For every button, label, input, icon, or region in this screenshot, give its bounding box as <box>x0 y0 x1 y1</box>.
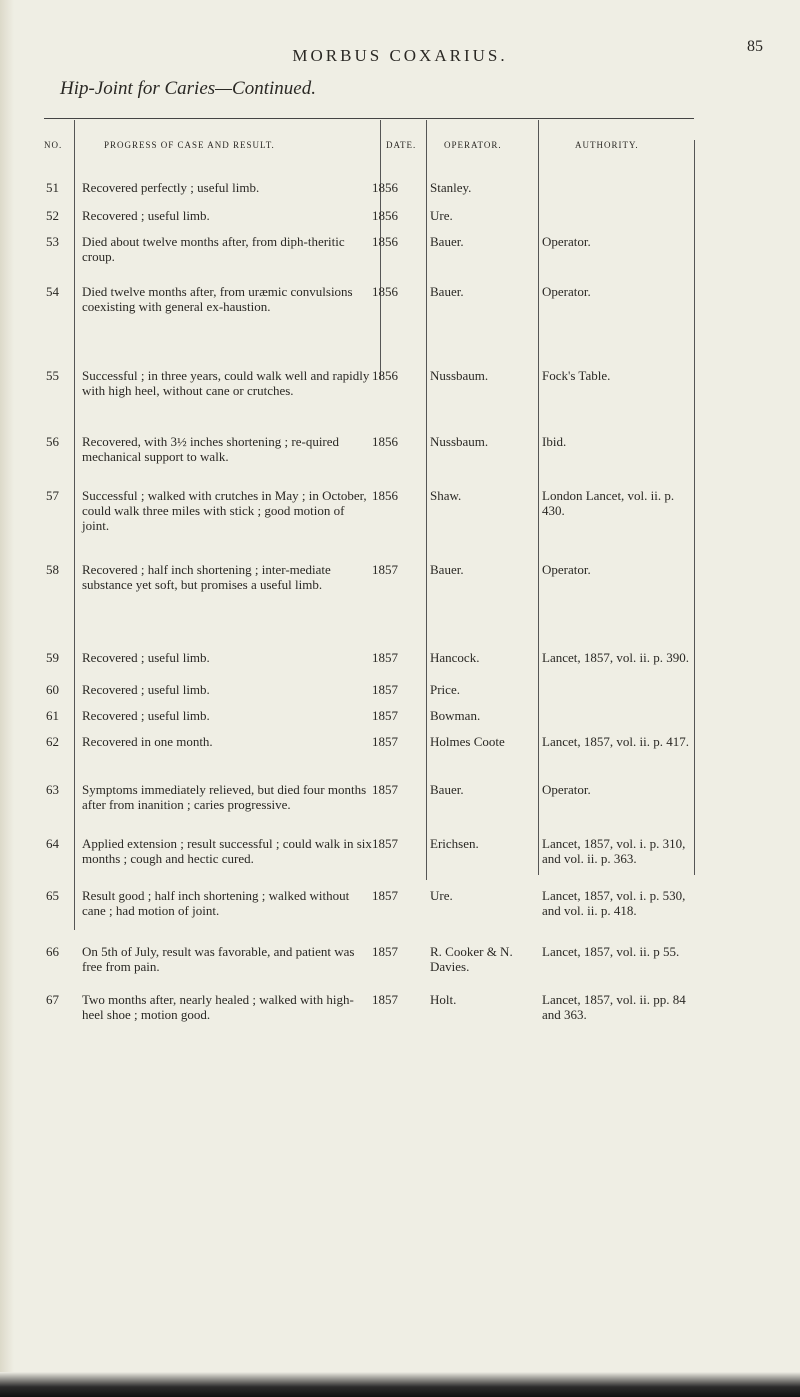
case-authority: Lancet, 1857, vol. ii. p 55. <box>542 944 680 959</box>
case-progress: Symptoms immediately relieved, but died four months after from inanition ; caries progressive. <box>82 782 367 812</box>
case-number: 55 <box>46 368 59 383</box>
case-progress: Result good ; half inch shortening ; walked without cane ; had motion of joint. <box>82 888 350 918</box>
case-operator: Bauer. <box>430 782 464 797</box>
case-number: 51 <box>46 180 59 195</box>
case-date: 1857 <box>372 992 398 1007</box>
case-operator: Holmes Coote <box>430 734 505 749</box>
case-number: 61 <box>46 708 59 723</box>
case-progress: Two months after, nearly healed ; walked with high-heel shoe ; motion good. <box>82 992 354 1022</box>
case-number: 59 <box>46 650 59 665</box>
case-authority: Lancet, 1857, vol. ii. p. 417. <box>542 734 689 749</box>
table-top-rule <box>44 118 694 119</box>
case-operator: Holt. <box>430 992 457 1007</box>
case-date: 1856 <box>372 208 398 223</box>
case-operator: R. Cooker & N. Davies. <box>430 944 513 974</box>
case-number: 63 <box>46 782 59 797</box>
case-date: 1856 <box>372 368 398 383</box>
case-authority: Lancet, 1857, vol. i. p. 310, and vol. ii. p. 363. <box>542 836 686 866</box>
case-number: 52 <box>46 208 59 223</box>
case-date: 1857 <box>372 836 398 851</box>
case-operator: Ure. <box>430 208 453 223</box>
case-operator: Price. <box>430 682 460 697</box>
case-operator: Ure. <box>430 888 453 903</box>
case-operator: Bauer. <box>430 284 464 299</box>
page-bottom-shadow <box>0 1372 800 1397</box>
case-progress: Recovered ; useful limb. <box>82 682 210 697</box>
case-number: 66 <box>46 944 59 959</box>
case-authority: Operator. <box>542 782 591 797</box>
case-authority: Operator. <box>542 234 591 249</box>
case-operator: Erichsen. <box>430 836 479 851</box>
case-date: 1857 <box>372 782 398 797</box>
case-date: 1857 <box>372 708 398 723</box>
case-date: 1857 <box>372 682 398 697</box>
case-authority: Lancet, 1857, vol. ii. p. 390. <box>542 650 689 665</box>
page-edge-shadow <box>0 0 14 1397</box>
case-number: 57 <box>46 488 59 503</box>
case-progress: Recovered ; useful limb. <box>82 208 210 223</box>
case-authority: Operator. <box>542 284 591 299</box>
case-number: 62 <box>46 734 59 749</box>
case-operator: Bauer. <box>430 234 464 249</box>
case-authority: Lancet, 1857, vol. ii. pp. 84 and 363. <box>542 992 686 1022</box>
case-number: 60 <box>46 682 59 697</box>
case-date: 1856 <box>372 434 398 449</box>
case-progress: Recovered in one month. <box>82 734 213 749</box>
column-header-no: NO. <box>44 140 63 150</box>
case-date: 1857 <box>372 734 398 749</box>
case-date: 1856 <box>372 488 398 503</box>
case-progress: Recovered ; half inch shortening ; inter-mediate substance yet soft, but promises a useful limb. <box>82 562 331 592</box>
case-operator: Bauer. <box>430 562 464 577</box>
column-header-progress: PROGRESS OF CASE AND RESULT. <box>104 140 275 150</box>
case-progress: Recovered perfectly ; useful limb. <box>82 180 260 195</box>
case-number: 56 <box>46 434 59 449</box>
case-date: 1857 <box>372 944 398 959</box>
table-subtitle: Hip-Joint for Caries—Continued. <box>60 78 316 99</box>
column-rule <box>694 140 695 875</box>
case-progress: Successful ; in three years, could walk well and rapidly with high heel, without cane or crutches. <box>82 368 370 398</box>
case-number: 67 <box>46 992 59 1007</box>
case-progress: Recovered ; useful limb. <box>82 708 210 723</box>
case-progress: Died twelve months after, from uræmic convulsions coexisting with general ex-haustion. <box>82 284 353 314</box>
column-rule <box>380 120 381 380</box>
column-header-authority: AUTHORITY. <box>575 140 639 150</box>
case-date: 1857 <box>372 888 398 903</box>
case-number: 65 <box>46 888 59 903</box>
case-operator: Hancock. <box>430 650 480 665</box>
case-number: 64 <box>46 836 59 851</box>
case-date: 1856 <box>372 234 398 249</box>
case-number: 54 <box>46 284 59 299</box>
case-number: 53 <box>46 234 59 249</box>
page-number: 85 <box>747 38 763 55</box>
case-operator: Shaw. <box>430 488 462 503</box>
case-operator: Nussbaum. <box>430 434 489 449</box>
case-date: 1856 <box>372 180 398 195</box>
column-header-date: DATE. <box>386 140 417 150</box>
case-authority: London Lancet, vol. ii. p. 430. <box>542 488 675 518</box>
case-operator: Stanley. <box>430 180 472 195</box>
case-date: 1857 <box>372 562 398 577</box>
case-operator: Nussbaum. <box>430 368 489 383</box>
case-progress: Applied extension ; result successful ; could walk in six months ; cough and hectic cured. <box>82 836 372 866</box>
case-progress: Successful ; walked with crutches in May ; in October, could walk three miles with stick ; good motion of joint. <box>82 488 367 533</box>
case-progress: Recovered, with 3½ inches shortening ; re-quired mechanical support to walk. <box>82 434 340 464</box>
case-progress: Died about twelve months after, from diph-theritic croup. <box>82 234 345 264</box>
case-progress: On 5th of July, result was favorable, and patient was free from pain. <box>82 944 355 974</box>
case-progress: Recovered ; useful limb. <box>82 650 210 665</box>
column-rule <box>74 120 75 930</box>
running-title: MORBUS COXARIUS. <box>292 46 508 65</box>
column-header-operator: OPERATOR. <box>444 140 502 150</box>
case-date: 1857 <box>372 650 398 665</box>
case-authority: Fock's Table. <box>542 368 611 383</box>
case-date: 1856 <box>372 284 398 299</box>
case-authority: Ibid. <box>542 434 567 449</box>
case-authority: Operator. <box>542 562 591 577</box>
column-rule <box>426 120 427 880</box>
case-operator: Bowman. <box>430 708 481 723</box>
case-authority: Lancet, 1857, vol. i. p. 530, and vol. ii. p. 418. <box>542 888 686 918</box>
case-number: 58 <box>46 562 59 577</box>
